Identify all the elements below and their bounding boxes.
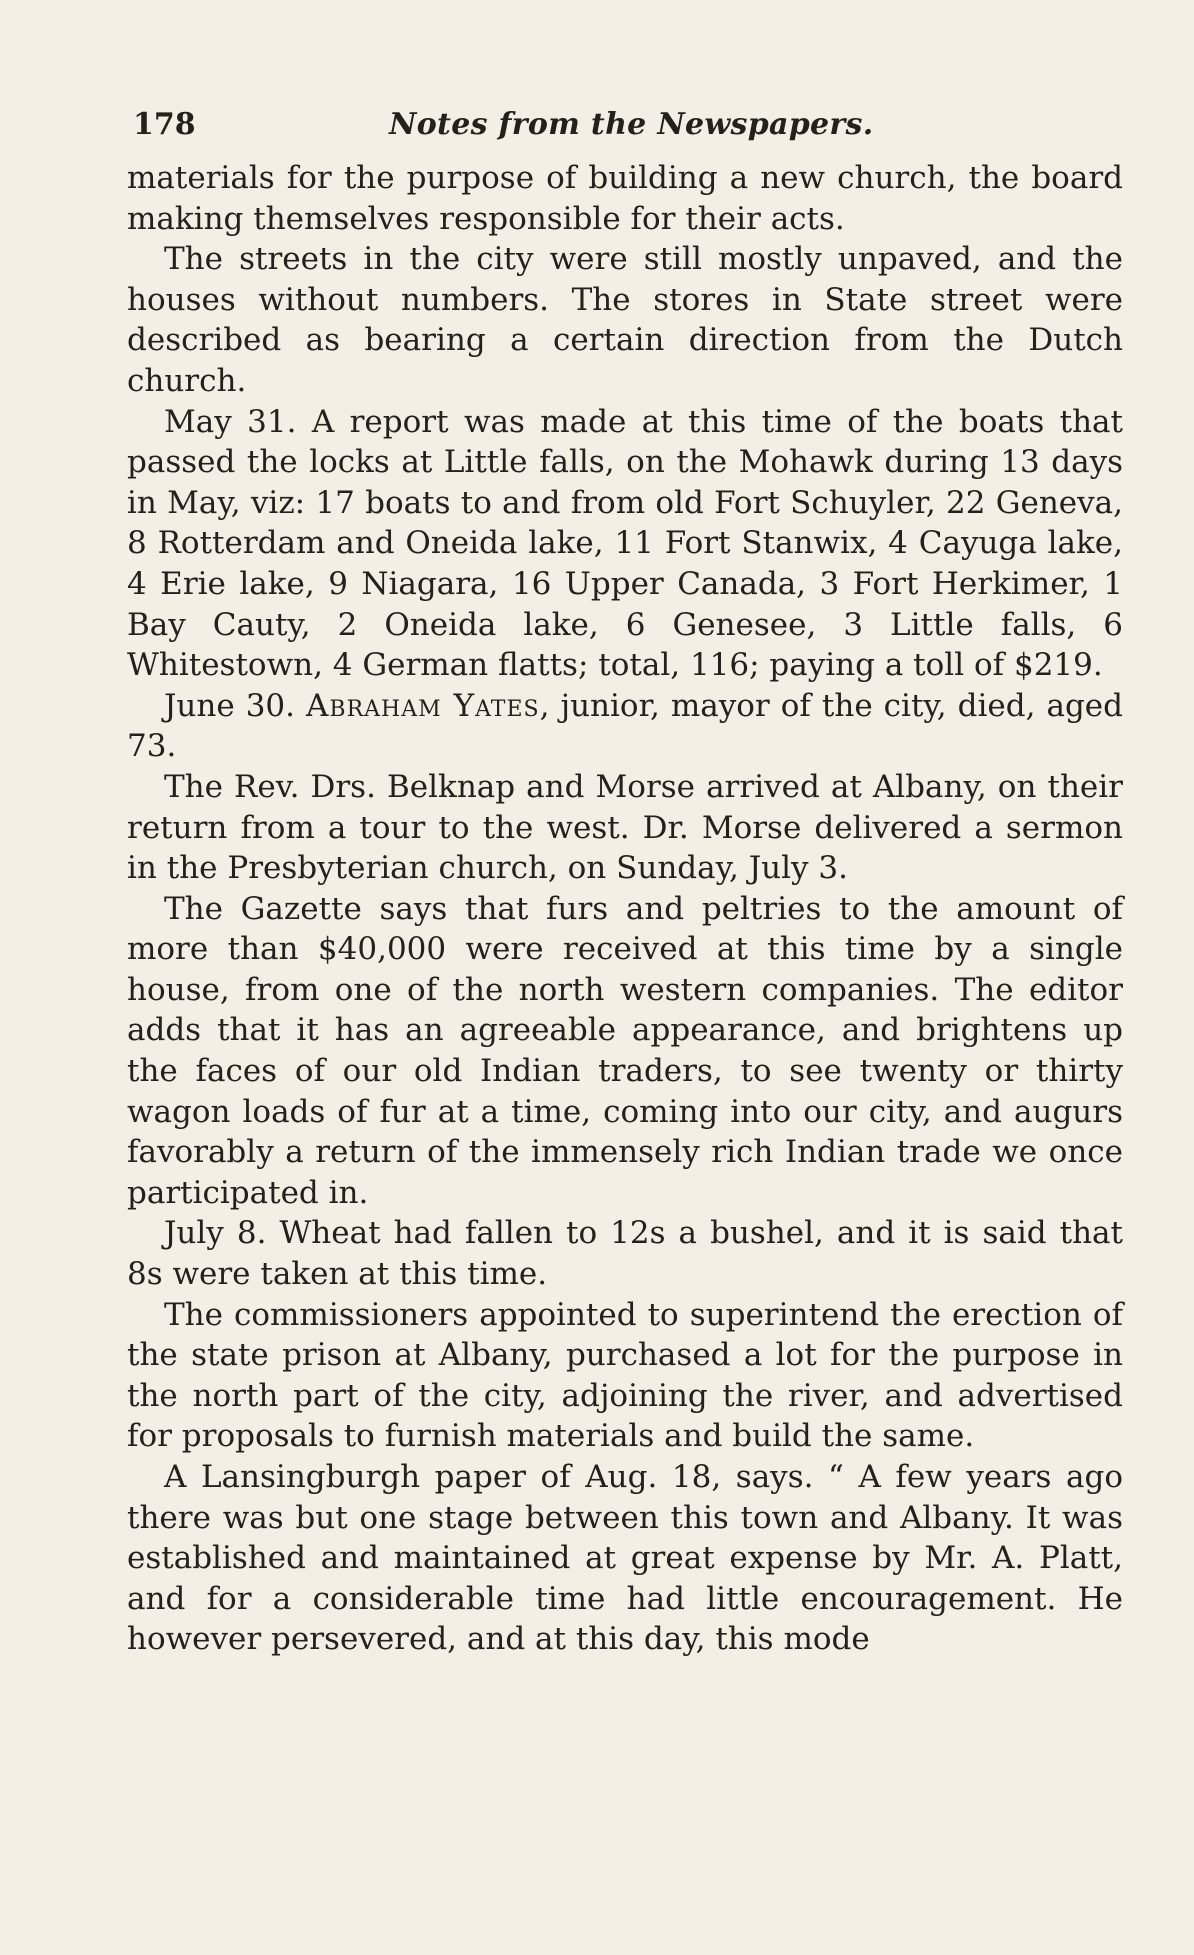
body-text (127, 158, 1123, 1660)
page-number: 178 (133, 107, 196, 142)
paragraph-mayor-death (127, 686, 1123, 767)
paragraph-lansingburgh-stage: A Lansingburgh paper of Aug. 18, says. “ A few years ago there was but one stage between this town and Albany. It was established and maintained at great expense by Mr. A. Platt, and for a considerable time had little encouragement. He however persevered, and at this day, this mode (127, 1459, 1123, 1658)
paragraph-furs-peltries: The Gazette says that furs and peltries to the amount of more than $40,000 were received at this time by a single house, from one of the north western companies. The editor adds that it has an agreeable appearance, and brightens up the faces of our old Indian traders, to see twenty or thirty wagon loads of fur at a time, coming into our city, and augurs favorably a return of the immensely rich Indian trade we once participated in. (127, 890, 1123, 1211)
mayor-description: , junior, mayor of the city, died, aged 73. (127, 687, 1123, 765)
running-title: Notes from the Newspapers. (389, 107, 874, 142)
book-page (127, 100, 1123, 1660)
paragraph-unpaved-streets: The streets in the city were still mostly unpaved, and the houses without numbers. The stores in State street were described as bearing a certain direction from the Dutch church. (127, 241, 1123, 399)
date-lead: June 30. (164, 687, 296, 724)
paragraph-state-prison: The commissioners appointed to superintend the erection of the state prison at Albany, purchased a lot for the purpose in the north part of the city, adjoining the river, and advertised for proposals to furnish materials and build the same. (127, 1296, 1123, 1455)
paragraph-boats-report: May 31. A report was made at this time of the boats that passed the locks at Little falls, on the Mohawk during 13 days in May, viz: 17 boats to and from old Fort Schuyler, 22 Geneva, 8 Rotterdam and Oneida lake, 11 Fort Stanwix, 4 Cayuga lake, 4 Erie lake, 9 Niagara, 16 Upper Canada, 3 Fort Herkimer, 1 Bay Cauty, 2 Oneida lake, 6 Genesee, 3 Little falls, 6 Whitestown, 4 German flatts; total, 116; paying a toll of $219. (127, 403, 1123, 684)
mayor-name: Abraham Yates (306, 687, 540, 724)
running-head (127, 100, 1123, 152)
paragraph-belknap-morse: The Rev. Drs. Belknap and Morse arrived at Albany, on their return from a tour to the west. Dr. Morse delivered a sermon in the Presbyterian church, on Sunday, July 3. (127, 768, 1123, 887)
paragraph-wheat-price: July 8. Wheat had fallen to 12s a bushel, and it is said that 8s were taken at this time. (127, 1215, 1123, 1293)
paragraph-church-materials: materials for the purpose of building a new church, the board making themselves responsible for their acts. (127, 160, 1123, 237)
